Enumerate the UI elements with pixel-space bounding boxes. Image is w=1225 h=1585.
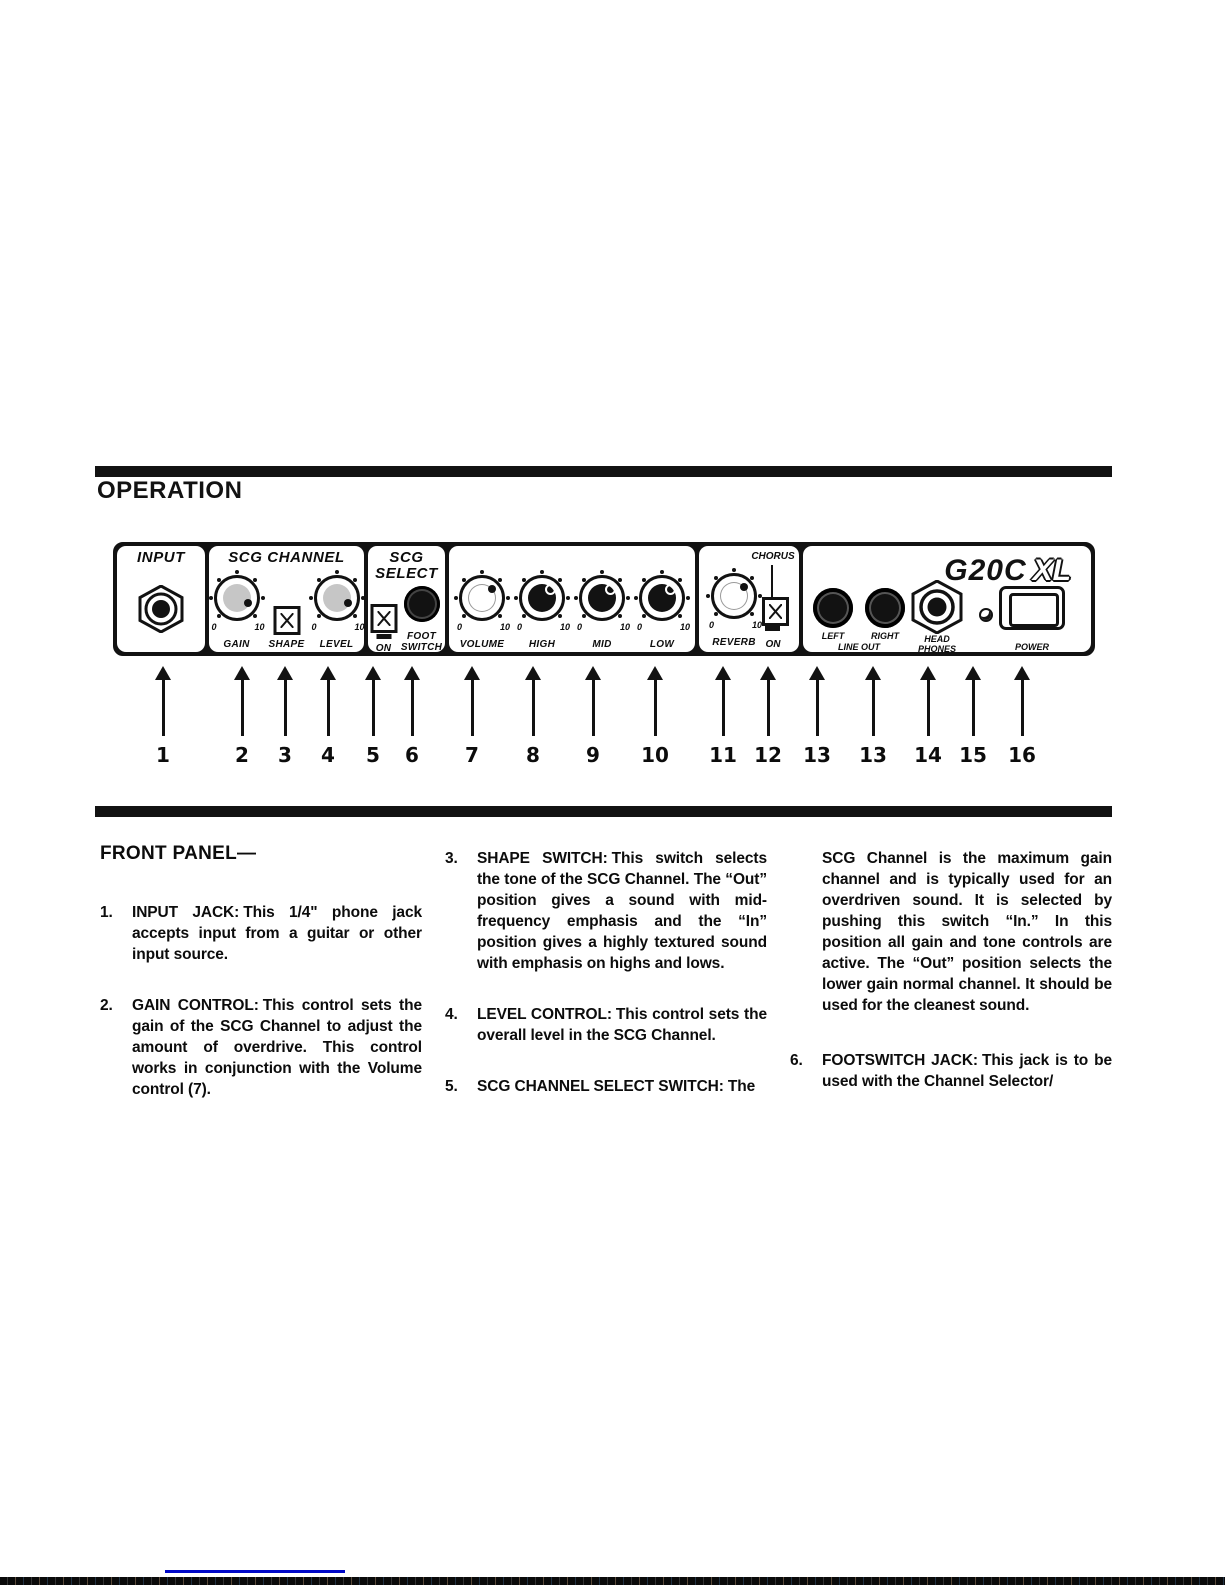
- callout-9: [577, 666, 609, 767]
- scale-min: 0: [311, 622, 317, 632]
- high-label: HIGH: [528, 639, 556, 650]
- footswitch-jack: [399, 582, 445, 656]
- mid-knob: [573, 570, 631, 652]
- knob-ring: [214, 575, 260, 621]
- panel-section-output: [803, 546, 1091, 655]
- amp-front-panel-diagram: [113, 542, 1095, 656]
- list-item-2: [100, 995, 422, 1100]
- chorus-label: CHORUS: [751, 551, 795, 562]
- knob-highlight: [545, 584, 556, 595]
- callout-2: [226, 666, 258, 767]
- scale-max: 10: [751, 620, 762, 630]
- callout-1: [147, 666, 179, 767]
- callout-10: [639, 666, 671, 767]
- item-body: This control sets the gain of the SCG Channel to adjust the amount of overdrive. This control works in conjunction with the Volume control (7).: [132, 997, 422, 1098]
- callout-5: [357, 666, 389, 767]
- item-number: 2.: [100, 997, 113, 1014]
- scg-channel-title: SCG CHANNEL: [228, 549, 345, 566]
- item-body: SCG Channel is the maximum gain channel and is typically used for an overdriven sound. It is selected by pushing this switch “In.” In this position all gain and tone controls are active. The “Out” position selects the lower gain normal channel. It should be used for the cleanest sound.: [822, 850, 1112, 1014]
- scale-max: 10: [254, 622, 265, 632]
- power-label: POWER: [1014, 642, 1049, 652]
- switch-bar: [765, 626, 780, 631]
- list-item-1: [100, 902, 422, 965]
- volume-label: VOLUME: [459, 639, 505, 650]
- knob-highlight: [605, 584, 616, 595]
- item-number: 3.: [445, 850, 458, 867]
- panel-section-input: [117, 546, 205, 652]
- line-out-label: LINE OUT: [838, 642, 880, 652]
- power-led-icon: [979, 608, 993, 622]
- chorus-switch-button: [762, 597, 789, 626]
- scale-max: 10: [354, 622, 365, 632]
- callout-7: [456, 666, 488, 767]
- scale-max: 10: [619, 622, 630, 632]
- callout-11: [707, 666, 739, 767]
- model-suffix: XL: [1032, 554, 1071, 587]
- panel-section-tone: [449, 546, 695, 652]
- gain-knob: [208, 570, 266, 652]
- item-term: INPUT JACK:: [132, 904, 240, 921]
- callout-number: 8: [526, 743, 540, 767]
- knob-highlight: [665, 584, 676, 595]
- item-number: 4.: [445, 1006, 458, 1023]
- headphones-label-line2: PHONES: [917, 644, 956, 655]
- scg-select-line1: SCG: [389, 549, 424, 566]
- scale-max: 10: [679, 622, 690, 632]
- text-column-2: [445, 848, 767, 1097]
- item-text: [477, 1004, 767, 1046]
- knob-ring: [459, 575, 505, 621]
- callout-number: 15: [959, 743, 987, 767]
- tone-controls: [449, 570, 695, 652]
- list-item-5: [445, 1076, 767, 1097]
- level-label: LEVEL: [319, 639, 354, 650]
- callout-number: 1: [156, 743, 170, 767]
- shape-switch-button: [273, 606, 300, 635]
- scan-artifact-blue-line: [165, 1570, 345, 1573]
- callout-number: 9: [586, 743, 600, 767]
- item-number: 5.: [445, 1078, 458, 1095]
- reverb-knob: [705, 568, 763, 650]
- callout-number: 3: [278, 743, 292, 767]
- knob-ring: [711, 573, 757, 619]
- scg-channel-controls: [209, 570, 364, 652]
- scale-min: 0: [637, 622, 643, 632]
- input-jack-icon: [138, 585, 184, 633]
- model-name: G20C: [944, 554, 1027, 587]
- item-body: This 1/4" phone jack accepts input from a guitar or other input source.: [132, 904, 422, 963]
- callout-number: 12: [754, 743, 782, 767]
- panel-section-scg-channel: [209, 546, 364, 652]
- callout-number: 11: [709, 743, 737, 767]
- low-label: LOW: [649, 639, 675, 650]
- switch-bar: [376, 634, 391, 639]
- low-knob: [633, 570, 691, 652]
- gain-label: GAIN: [223, 639, 250, 650]
- scale-min: 0: [211, 622, 217, 632]
- knob-ring: [519, 575, 565, 621]
- knob-ring: [314, 575, 360, 621]
- volume-knob: [453, 570, 511, 652]
- scg-select-on-label: ON: [375, 642, 392, 654]
- item-text: [477, 1076, 767, 1097]
- callout-number: 16: [1008, 743, 1036, 767]
- callout-8: [517, 666, 549, 767]
- operation-heading: OPERATION: [97, 477, 243, 504]
- item-number: 6.: [790, 1052, 803, 1069]
- callout-number: 13: [859, 743, 887, 767]
- footswitch-label-line2: SWITCH: [400, 642, 443, 653]
- scale-min: 0: [517, 622, 523, 632]
- knob-ring: [579, 575, 625, 621]
- headphones-jack-icon: [911, 580, 963, 634]
- footswitch-label-line1: FOOT: [407, 630, 436, 642]
- item-body: This switch selects the tone of the SCG Channel. The “Out” position gives a sound with mid-frequency emphasis and the “In” position gives a highly textured sound with emphasis on highs and lows.: [477, 850, 767, 972]
- left-label: LEFT: [821, 631, 845, 641]
- text-column-1: [100, 902, 422, 1100]
- item-term: FOOTSWITCH JACK:: [822, 1052, 978, 1069]
- callout-3: [269, 666, 301, 767]
- callout-number: 14: [914, 743, 942, 767]
- scg-select-switch-button: [370, 604, 397, 633]
- callout-14: [912, 666, 944, 767]
- right-label: RIGHT: [871, 631, 899, 641]
- callout-12: [752, 666, 784, 767]
- item-body: The: [727, 1078, 756, 1095]
- scg-select-line2: SELECT: [375, 564, 438, 582]
- scale-min: 0: [457, 622, 463, 632]
- item-number-spacer: [790, 848, 822, 1016]
- scale-min: 0: [577, 622, 583, 632]
- item-term: GAIN CONTROL:: [132, 997, 259, 1014]
- panel-section-chorus: [699, 546, 799, 652]
- scg-select-switch: [369, 582, 399, 656]
- mid-label: MID: [592, 639, 612, 650]
- footswitch-jack-icon: [404, 586, 440, 622]
- chorus-connector-line: [771, 565, 773, 597]
- scan-artifact-bottom-edge: [0, 1577, 1225, 1585]
- knob-pointer: [344, 599, 352, 607]
- item-term: LEVEL CONTROL:: [477, 1006, 612, 1023]
- scale-max: 10: [559, 622, 570, 632]
- callout-number: 4: [321, 743, 335, 767]
- item-body: This control sets the overall level in the SCG Channel.: [477, 1006, 767, 1044]
- high-knob: [513, 570, 571, 652]
- item-number: 1.: [100, 904, 113, 921]
- callout-number: 10: [641, 743, 669, 767]
- power-switch-icon: [999, 586, 1065, 630]
- callout-13-left: [801, 666, 833, 767]
- section-rule-middle: [95, 806, 1112, 817]
- knob-pointer: [488, 585, 496, 593]
- item-term: SHAPE SWITCH:: [477, 850, 608, 867]
- callout-16: [1006, 666, 1038, 767]
- item-text: [132, 902, 422, 965]
- knob-pointer: [740, 583, 748, 591]
- scale-max: 10: [499, 622, 510, 632]
- shape-label: SHAPE: [268, 639, 305, 650]
- item-text: [132, 995, 422, 1100]
- switch-x-icon: [769, 604, 782, 619]
- callout-number: 6: [405, 743, 419, 767]
- scg-select-controls: [368, 582, 445, 656]
- item-term: SCG CHANNEL SELECT SWITCH:: [477, 1078, 724, 1095]
- knob-pointer: [244, 599, 252, 607]
- callout-number: 5: [366, 743, 380, 767]
- text-column-3: [790, 848, 1112, 1092]
- panel-section-scg-select: [368, 546, 445, 652]
- item-text: [477, 848, 767, 974]
- shape-switch: [266, 570, 308, 652]
- reverb-label: REVERB: [712, 637, 756, 648]
- callout-6: [396, 666, 428, 767]
- scg-select-title: [375, 550, 438, 582]
- callout-number: 2: [235, 743, 249, 767]
- headphones-label-line1: HEAD: [924, 634, 950, 644]
- chorus-on-label: ON: [765, 639, 781, 650]
- power-rocker: [1009, 593, 1059, 627]
- list-item-6: [790, 1050, 1112, 1092]
- line-out-right-jack-icon: [865, 588, 905, 628]
- callout-4: [312, 666, 344, 767]
- input-section-title: INPUT: [137, 549, 185, 566]
- list-item-3: [445, 848, 767, 974]
- line-out-left-jack-icon: [813, 588, 853, 628]
- item-body: This jack is to be used with the Channel Selector/: [822, 1052, 1112, 1090]
- item-text: [822, 848, 1112, 1016]
- list-item-4: [445, 1004, 767, 1046]
- switch-x-icon: [280, 613, 293, 628]
- level-knob: [308, 570, 366, 652]
- item-text: [822, 1050, 1112, 1092]
- switch-x-icon: [377, 611, 390, 626]
- knob-ring: [639, 575, 685, 621]
- section-rule-top: [95, 466, 1112, 477]
- callout-15: [957, 666, 989, 767]
- callout-number: 13: [803, 743, 831, 767]
- footswitch-label: [399, 631, 445, 654]
- front-panel-heading: FRONT PANEL—: [100, 843, 257, 864]
- callout-13-right: [857, 666, 889, 767]
- headphones-label: [911, 634, 963, 655]
- scale-min: 0: [709, 620, 715, 630]
- callout-number: 7: [465, 743, 479, 767]
- model-logo: [944, 554, 1071, 588]
- item-5-continuation: [790, 848, 1112, 1016]
